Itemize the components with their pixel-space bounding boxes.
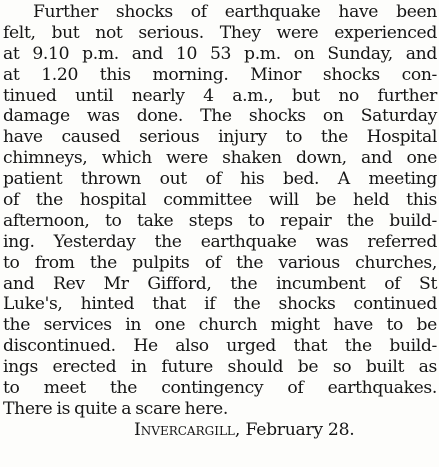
article-line: Further shocks of earthquake have been (33, 2, 437, 22)
article-line: have caused serious injury to the Hospital (3, 127, 437, 148)
article-line: discontinued. He also urged that the build- (3, 336, 437, 357)
article-line: damage was done. The shocks on Saturday (3, 106, 437, 127)
article-line: at 9.10 p.m. and 10 53 p.m. on Sunday, and (3, 43, 437, 64)
article-line: the services in one church might have to be (3, 315, 437, 336)
article-line: of the hospital committee will be held this (3, 190, 437, 211)
article-line: to from the pulpits of the various churches, (3, 252, 437, 273)
article-line: felt, but not serious. They were experienced (3, 22, 437, 43)
article-line: tinued until nearly 4 a.m., but no further (3, 85, 437, 106)
article-line: ings erected in future should be so built as (3, 357, 437, 378)
article-line: Luke's, hinted that if the shocks continued (3, 294, 437, 315)
article-line: to meet the contingency of earthquakes. (3, 378, 437, 399)
dateline (3, 420, 437, 441)
article-line: afternoon, to take steps to repair the build- (3, 210, 437, 231)
article-line: ing. Yesterday the earthquake was referred (3, 231, 437, 252)
article-line: at 1.20 this morning. Minor shocks con- (3, 64, 437, 85)
article-line: patient thrown out of his bed. A meeting (3, 169, 437, 190)
article-line: and Rev Mr Gifford, the incumbent of St (3, 273, 437, 294)
article-body (3, 2, 437, 420)
article-line: There is quite a scare here. (3, 398, 228, 419)
article-line: chimneys, which were shaken down, and one (3, 148, 437, 169)
dateline-date: February 28. (245, 419, 355, 440)
dateline-place: Invercargill, (134, 419, 241, 440)
